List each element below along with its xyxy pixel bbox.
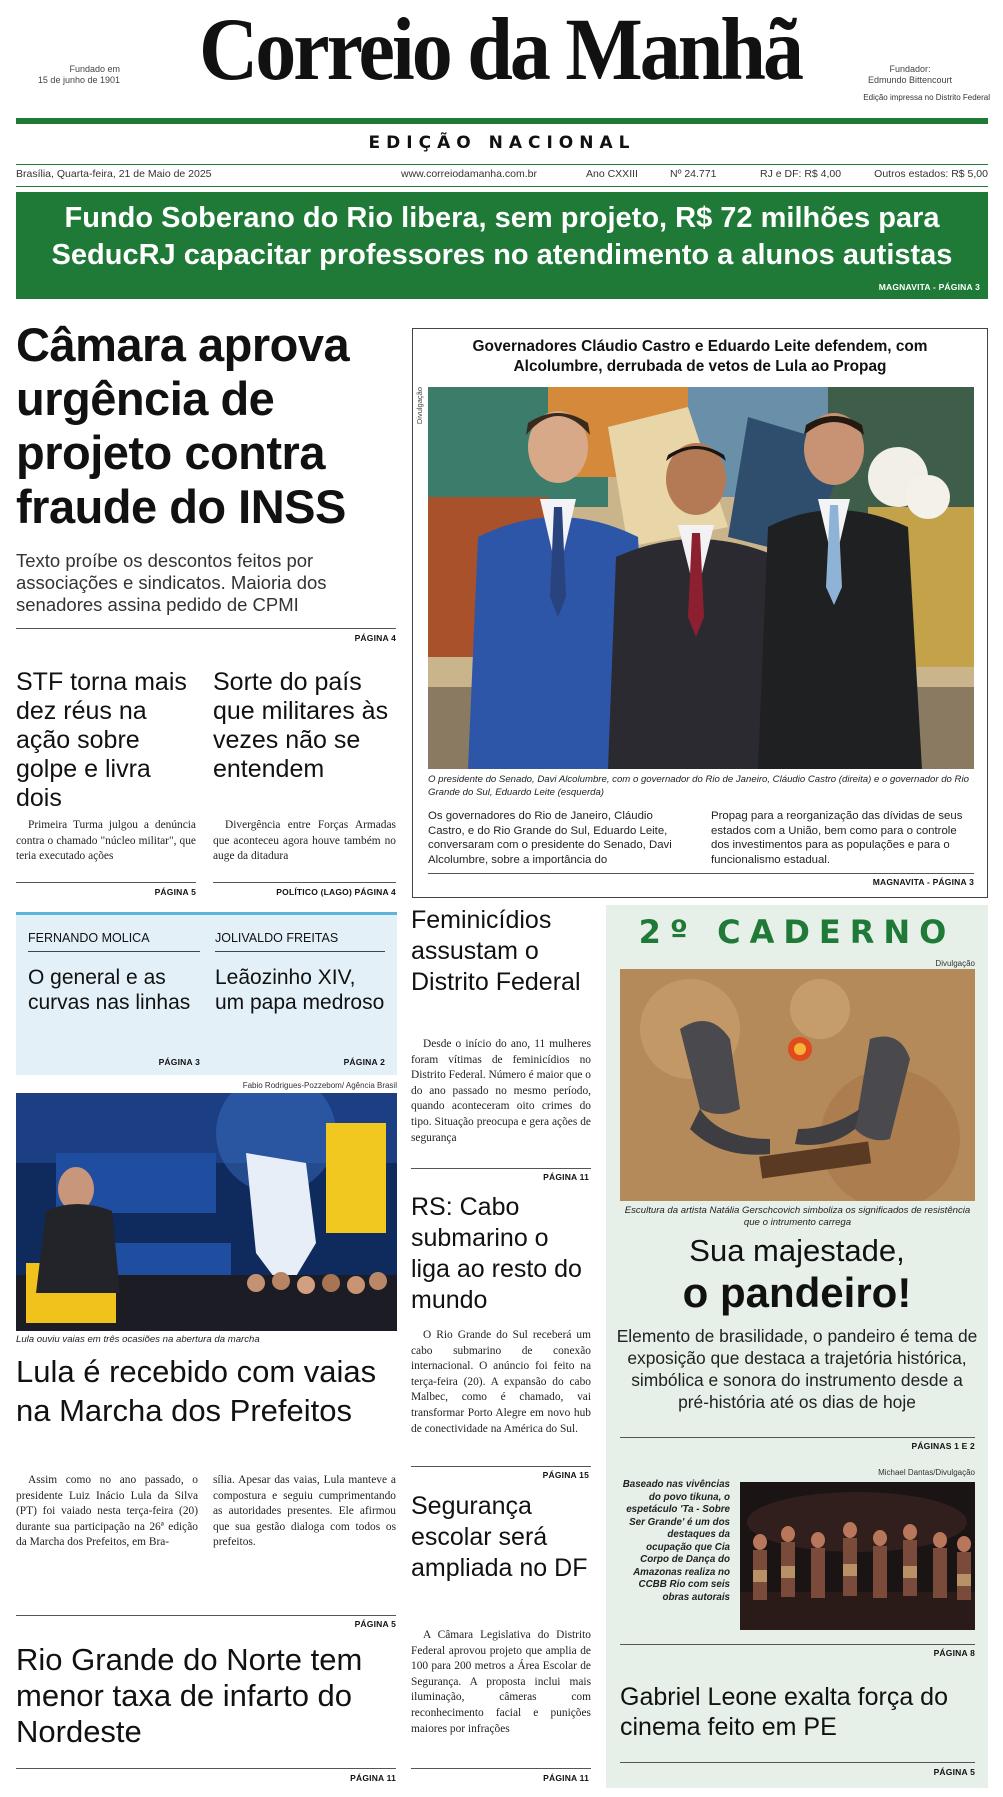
governors-photo [428,387,974,769]
stf-body: Primeira Turma julgou a denúncia contra o chamado "núcleo militar", que teria executado ações [16,819,196,863]
feminicidios-page: PÁGINA 11 [543,1172,589,1182]
militares-page: POLÍTICO (LAGO) PÁGINA 4 [276,887,396,897]
dateline-top-rule [16,164,988,165]
column-right-title[interactable]: Leãozinho XIV, um papa medroso [215,966,385,1014]
lula-page: PÁGINA 5 [354,1619,396,1629]
site-link[interactable]: www.correiodamanha.com.br [401,168,537,180]
lead-deck: Texto proíbe os descontos feitos por associações e sindicatos. Maioria dos senadores assina pedido de CPMI [16,550,327,615]
stf-rule [16,882,196,883]
edition-label: EDIÇÃO NACIONAL [368,133,636,153]
caderno-headline-top[interactable]: Sua majestade, [689,1233,905,1268]
columns-box [16,912,397,1075]
banner-page: MAGNAVITA - PÁGINA 3 [878,282,980,292]
lula-headline[interactable]: Lula é recebido com vaias na Marcha dos Prefeitos [16,1354,377,1428]
price-other: Outros estados: R$ 5,00 [874,168,988,180]
print-edition-note: Edição impressa no Distrito Federal [863,93,990,102]
lead-headline[interactable]: Câmara aprova urgência de projeto contra fraude do INSS [16,318,350,533]
seguranca-headline[interactable]: Segurança escolar será ampliada no DF [411,1492,588,1582]
caderno-deck: Elemento de brasilidade, o pandeiro é tema de exposição que destaca a trajetória histórica, simbólica e sonora do instrumento desde a pré-história até os dias de hoje [616,1326,978,1412]
feminicidios-rule [411,1168,591,1169]
dance-caption: Baseado nas vivências do povo tikuna, o espetáculo 'Ta - Sobre Ser Grande' é um dos destaques da ocupação que Cia Corpo de Dança do Amazonas realiza no CCBB Rio com seis obras autorais [622,1479,730,1603]
dance-credit: Michael Dantas/Divulgação [878,1468,975,1477]
leone-headline[interactable]: Gabriel Leone exalta força do cinema feito em PE [620,1683,948,1741]
column-left-author-rule [28,951,200,952]
cabo-headline[interactable]: RS: Cabo submarino o liga ao resto do mundo [411,1193,582,1314]
militares-rule [213,882,396,883]
column-left-page: PÁGINA 3 [158,1057,200,1067]
banner-headline: Fundo Soberano do Rio libera, sem projeto, R$ 72 milhões para SeducRJ capacitar professores no atendimento a alunos autistas [51,202,953,271]
seguranca-body: A Câmara Legislativa do Distrito Federal aprovou projeto que amplia de 100 para 200 metros a Área Escolar de Segurança. A proposta inclui mais iluminação, câmeras com reconhecimento facial e punições maiores por infrações [411,1629,591,1735]
founded-note: Fundado em 15 de junho de 1901 [37,64,120,85]
governors-body-left: Os governadores do Rio de Janeiro, Cláudio Castro, e do Rio Grande do Sul, Eduardo Leite, conversaram com o presidente do Senado, Davi Alcolumbre, sobre a importância do [428,810,672,866]
lula-credit: Fabio Rodrigues-Pozzebom/ Agência Brasil [242,1081,397,1090]
masthead-rule [16,118,988,124]
caderno-photo-caption: Escultura da artista Natália Gerschcovich simboliza os significados de resistência que o intrumento carrega [624,1205,971,1228]
rn-page: PÁGINA 11 [350,1773,396,1783]
caderno-page: PÁGINAS 1 E 2 [911,1441,975,1451]
dance-page: PÁGINA 8 [933,1648,975,1658]
issue-number: Nº 24.771 [670,168,717,180]
price-rj-df: RJ e DF: R$ 4,00 [760,168,842,180]
column-right-author-rule [215,951,385,952]
seguranca-rule [411,1768,591,1769]
governors-body-right: Propag para a reorganização das dívidas de seus estados com a União, bem como para o controle dos investimentos para as populações e para o funcionalismo estadual. [711,810,963,866]
governors-box[interactable] [412,328,988,898]
stf-headline[interactable]: STF torna mais dez réus na ação sobre golpe e livra dois [16,668,187,812]
banner-box[interactable] [16,192,988,299]
founder-note: Fundador: Edmundo Bittencourt [867,64,953,85]
lead-page: PÁGINA 4 [354,633,396,643]
governors-rule [428,873,974,874]
lula-caption: Lula ouviu vaias em três ocasiões na abertura da marcha [16,1334,260,1345]
dance-photo [740,1482,975,1630]
rn-rule [16,1768,396,1769]
seguranca-page: PÁGINA 11 [543,1773,589,1783]
year-label: Ano CXXIII [586,168,638,180]
stf-page: PÁGINA 5 [154,887,196,897]
column-left-author[interactable]: FERNANDO MOLICA [28,931,150,945]
column-right-page: PÁGINA 2 [343,1057,385,1067]
caderno-photo-credit: Divulgação [935,959,975,968]
cabo-body: O Rio Grande do Sul receberá um cabo submarino de conexão internacional. O anúncio foi feito na terça-feira (20). A expansão do cabo Malbec, como é chamado, vai transformar Porto Alegre em novo hub de conectividade na América do Sul. [411,1329,591,1435]
caderno-rule-3 [620,1762,975,1763]
dateline-date: Brasília, Quarta-feira, 21 de Maio de 2025 [16,168,212,180]
caderno-rule-2 [620,1644,975,1645]
caderno-box [606,905,988,1788]
feminicidios-body: Desde o início do ano, 11 mulheres foram vítimas de feminicídios no Distrito Federal. Número é maior que o do ano passado no mesmo período, quando aconteceram oito crimes do tipo. Situação preocupa e gera ações de segurança [411,1038,591,1144]
caderno-rule-1 [620,1437,975,1438]
masthead-title[interactable]: Correio da Manhã [199,0,801,99]
lula-rule [16,1615,396,1616]
caderno-photo [620,969,975,1201]
militares-headline[interactable]: Sorte do país que militares às vezes não se entendem [213,668,389,783]
cabo-page: PÁGINA 15 [542,1470,589,1480]
caderno-headline-bottom[interactable]: o pandeiro! [682,1269,912,1316]
feminicidios-headline[interactable]: Feminicídios assustam o Distrito Federal [411,906,581,996]
governors-page: MAGNAVITA - PÁGINA 3 [872,877,974,887]
lead-rule [16,628,396,629]
lula-body-right: sília. Apesar das vaias, Lula manteve a compostura e seguiu cumprimentando as autoridades presentes. Ele afirmou que sua gestão dialoga com todos os prefeitos. [213,1474,396,1549]
column-right-author[interactable]: JOLIVALDO FREITAS [215,931,339,945]
lula-photo [16,1093,397,1331]
leone-page: PÁGINA 5 [933,1767,975,1777]
militares-body: Divergência entre Forças Armadas que aconteceu agora houve também no auge da ditadura [213,819,396,863]
lula-body-left: Assim como no ano passado, o presidente Luiz Inácio Lula da Silva (PT) foi vaiado nesta terça-feira (20) durante sua participação na 26ª edição da Marcha dos Prefeitos, em Bra- [16,1474,198,1549]
dateline [16,168,988,184]
governors-credit: Divulgação [415,387,424,425]
cabo-rule [411,1466,591,1467]
governors-headline: Governadores Cláudio Castro e Eduardo Leite defendem, com Alcolumbre, derrubada de vetos de Lula ao Propag [472,338,928,375]
column-left-title[interactable]: O general e as curvas nas linhas [28,966,191,1014]
caderno-title[interactable]: 2º CADERNO [638,913,956,951]
governors-caption: O presidente do Senado, Davi Alcolumbre, com o governador do Rio de Janeiro, Cláudio Castro (direita) e o governador do Rio Grande do Sul, Eduardo Leite (esquerda) [428,774,969,798]
rn-headline[interactable]: Rio Grande do Norte tem menor taxa de infarto do Nordeste [16,1642,363,1749]
dateline-bottom-rule [16,186,988,187]
